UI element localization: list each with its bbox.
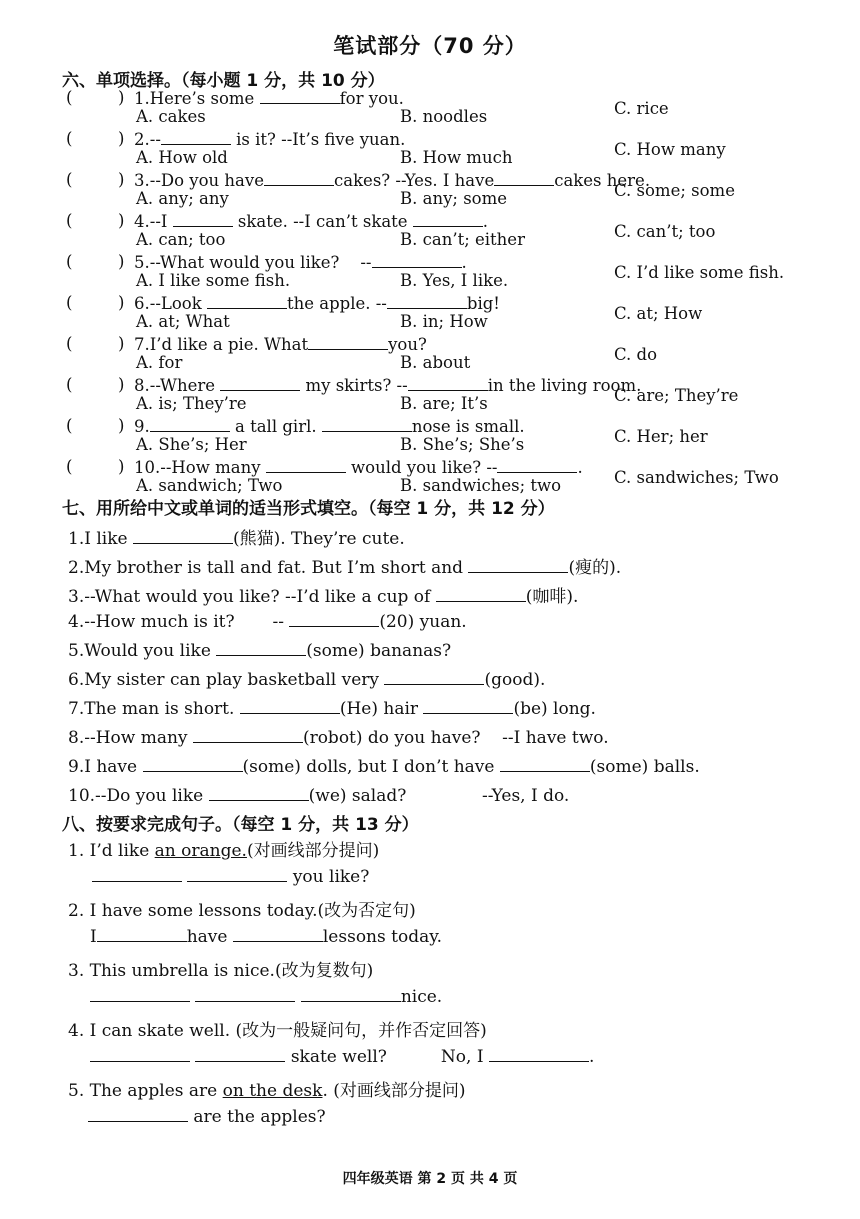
mc-question-10	[66, 457, 826, 499]
blank[interactable]	[372, 252, 462, 268]
fill-item-4: 4.--How much is it? -- (20) yuan.	[68, 612, 467, 632]
blank[interactable]	[423, 698, 513, 714]
rewrite-item-3: 3. This umbrella is nice.(改为复数句)	[68, 961, 374, 981]
option-b: B. noodles	[400, 107, 488, 126]
blank[interactable]	[264, 170, 334, 186]
answer-paren-right: )	[118, 170, 125, 189]
fill-item-3: 3.--What would you like? --I’d like a cup of (咖啡).	[68, 587, 579, 607]
option-c: C. at; How	[614, 304, 703, 323]
question-text: 10.--How many would you like? -- .	[134, 458, 583, 477]
fill-item-8: 8.--How many (robot) do you have? --I have two.	[68, 728, 609, 748]
answer-paren-right: )	[118, 129, 125, 148]
question-text: 5.--What would you like? -- .	[134, 253, 467, 272]
blank[interactable]	[195, 986, 295, 1002]
page-title: 笔试部分（70 分）	[333, 34, 527, 58]
option-c: C. can’t; too	[614, 222, 716, 241]
answer-paren-left: (	[66, 375, 73, 394]
mc-question-4	[66, 211, 826, 253]
question-text: 1.Here’s some for you.	[134, 89, 404, 108]
question-text: 3.--Do you have cakes? --Yes. I have cakes here.	[134, 171, 651, 190]
blank[interactable]	[240, 698, 340, 714]
answer-paren-left: (	[66, 170, 73, 189]
blank[interactable]	[494, 170, 554, 186]
answer-paren-left: (	[66, 457, 73, 476]
answer-paren-right: )	[118, 88, 125, 107]
blank[interactable]	[387, 293, 467, 309]
mc-question-2	[66, 129, 826, 171]
blank[interactable]	[143, 756, 243, 772]
blank[interactable]	[150, 416, 230, 432]
blank[interactable]	[209, 785, 309, 801]
fill-item-10: 10.--Do you like (we) salad? --Yes, I do.	[68, 786, 570, 806]
blank[interactable]	[90, 986, 190, 1002]
answer-paren-left: (	[66, 211, 73, 230]
blank[interactable]	[260, 88, 340, 104]
blank[interactable]	[322, 416, 412, 432]
question-text: 6.--Look the apple. -- big!	[134, 294, 500, 313]
rewrite-answer-5: are the apples?	[88, 1106, 326, 1127]
blank[interactable]	[384, 669, 484, 685]
blank[interactable]	[90, 1046, 190, 1062]
option-a: A. She’s; Her	[136, 435, 247, 454]
option-a: A. I like some fish.	[136, 271, 291, 290]
answer-paren-right: )	[118, 457, 125, 476]
blank[interactable]	[497, 457, 577, 473]
underlined-phrase: an orange.	[154, 841, 247, 861]
rewrite-item-1: 1. I’d like an orange.(对画线部分提问)	[68, 841, 380, 861]
blank[interactable]	[97, 926, 187, 942]
option-b: B. She’s; She’s	[400, 435, 525, 454]
blank[interactable]	[266, 457, 346, 473]
question-text: 8.--Where my skirts? -- in the living room.	[134, 376, 642, 395]
blank[interactable]	[408, 375, 488, 391]
blank[interactable]	[193, 727, 303, 743]
option-a: A. How old	[136, 148, 228, 167]
blank[interactable]	[133, 528, 233, 544]
section-7-heading: 七、用所给中文或单词的适当形式填空。（每空 1 分，共 12 分）	[62, 499, 555, 519]
question-text: 7.I’d like a pie. What you?	[134, 335, 427, 354]
section-6-heading: 六、单项选择。（每小题 1 分，共 10 分）	[62, 71, 385, 91]
question-text: 4.--I skate. --I can’t skate .	[134, 212, 489, 231]
rewrite-answer-1: you like?	[92, 866, 369, 887]
blank[interactable]	[88, 1106, 188, 1122]
mc-question-6	[66, 293, 826, 335]
answer-paren-left: (	[66, 252, 73, 271]
mc-question-7	[66, 334, 826, 376]
option-b: B. are; It’s	[400, 394, 488, 413]
fill-item-6: 6.My sister can play basketball very (good).	[68, 670, 546, 690]
blank[interactable]	[161, 129, 231, 145]
rewrite-answer-3: nice.	[90, 986, 442, 1007]
mc-question-5	[66, 252, 826, 294]
fill-item-5: 5.Would you like (some) bananas?	[68, 641, 452, 661]
answer-paren-right: )	[118, 375, 125, 394]
option-a: A. any; any	[136, 189, 229, 208]
option-b: B. Yes, I like.	[400, 271, 509, 290]
rewrite-item-5: 5. The apples are on the desk. (对画线部分提问)	[68, 1081, 466, 1101]
blank[interactable]	[308, 334, 388, 350]
option-b: B. in; How	[400, 312, 488, 331]
rewrite-answer-4: skate well? No, I .	[90, 1046, 594, 1067]
answer-paren-right: )	[118, 334, 125, 353]
blank[interactable]	[489, 1046, 589, 1062]
fill-item-9: 9.I have (some) dolls, but I don’t have (some) balls.	[68, 757, 700, 777]
question-text: 2.-- is it? --It’s five yuan.	[134, 130, 406, 149]
option-c: C. some; some	[614, 181, 735, 200]
blank[interactable]	[216, 640, 306, 656]
option-c: C. do	[614, 345, 658, 364]
mc-question-3	[66, 170, 826, 212]
mc-question-1	[66, 88, 826, 130]
fill-item-2: 2.My brother is tall and fat. But I’m short and (瘦的).	[68, 558, 622, 578]
blank[interactable]	[301, 986, 401, 1002]
underlined-phrase: on the desk	[222, 1081, 323, 1101]
option-a: A. sandwich; Two	[136, 476, 283, 495]
answer-paren-left: (	[66, 88, 73, 107]
answer-paren-left: (	[66, 416, 73, 435]
option-a: A. at; What	[136, 312, 230, 331]
answer-paren-left: (	[66, 129, 73, 148]
option-b: B. about	[400, 353, 471, 372]
blank[interactable]	[413, 211, 483, 227]
option-b: B. sandwiches; two	[400, 476, 562, 495]
answer-paren-left: (	[66, 334, 73, 353]
fill-item-7: 7.The man is short. (He) hair (be) long.	[68, 699, 596, 719]
option-a: A. for	[136, 353, 183, 372]
section-8-heading: 八、按要求完成句子。（每空 1 分，共 13 分）	[62, 815, 419, 835]
page-footer: 四年级英语 第 2 页 共 4 页	[342, 1171, 518, 1187]
rewrite-answer-2: I have lessons today.	[90, 927, 442, 947]
blank[interactable]	[468, 557, 568, 573]
option-c: C. rice	[614, 99, 669, 118]
blank[interactable]	[436, 586, 526, 602]
option-b: B. How much	[400, 148, 513, 167]
option-c: C. are; They’re	[614, 386, 739, 405]
blank[interactable]	[187, 866, 287, 882]
option-a: A. is; They’re	[136, 394, 247, 413]
answer-paren-right: )	[118, 211, 125, 230]
blank[interactable]	[220, 375, 300, 391]
blank[interactable]	[500, 756, 590, 772]
rewrite-item-2: 2. I have some lessons today.(改为否定句)	[68, 901, 416, 921]
answer-paren-right: )	[118, 416, 125, 435]
blank[interactable]	[195, 1046, 285, 1062]
option-c: C. How many	[614, 140, 726, 159]
option-b: B. any; some	[400, 189, 508, 208]
option-b: B. can’t; either	[400, 230, 525, 249]
blank[interactable]	[233, 926, 323, 942]
blank[interactable]	[173, 211, 233, 227]
fill-item-1: 1.I like (熊猫). They’re cute.	[68, 529, 405, 549]
blank[interactable]	[289, 611, 379, 627]
option-a: A. cakes	[136, 107, 206, 126]
option-c: C. sandwiches; Two	[614, 468, 779, 487]
question-text: 9. a tall girl. nose is small.	[134, 417, 525, 436]
option-c: C. Her; her	[614, 427, 708, 446]
answer-paren-right: )	[118, 252, 125, 271]
option-c: C. I’d like some fish.	[614, 263, 785, 282]
mc-question-9	[66, 416, 826, 458]
mc-question-8	[66, 375, 826, 417]
answer-paren-right: )	[118, 293, 125, 312]
answer-paren-left: (	[66, 293, 73, 312]
blank[interactable]	[92, 866, 182, 882]
option-a: A. can; too	[136, 230, 226, 249]
blank[interactable]	[207, 293, 287, 309]
rewrite-item-4: 4. I can skate well. (改为一般疑问句，并作否定回答)	[68, 1021, 487, 1041]
